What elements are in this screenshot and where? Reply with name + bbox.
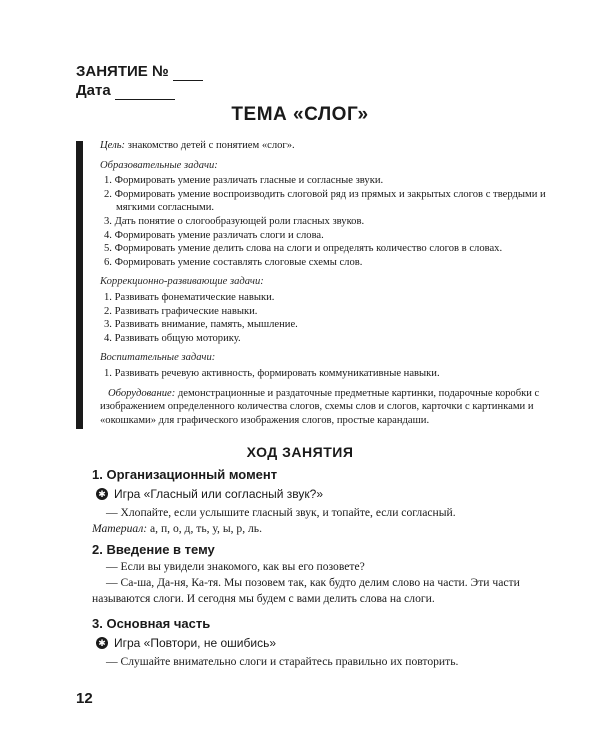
material-label: Материал: xyxy=(92,522,148,535)
list-item: 5. Формировать умение делить слова на слоги и определять количество слогов в словах. xyxy=(104,243,503,255)
course-heading: ХОД ЗАНЯТИЯ xyxy=(246,444,354,460)
list-item: 6. Формировать умение составлять слоговые схемы слов. xyxy=(104,256,363,268)
instruction-text: — Слушайте внимательно слоги и старайтесь правильно их повторить. xyxy=(106,655,459,668)
upbringing-list xyxy=(100,367,576,381)
lesson-number-label: ЗАНЯТИЕ № xyxy=(76,63,169,80)
section-title: 3. Основная часть xyxy=(92,616,211,631)
game-title: Игра «Гласный или согласный звук?» xyxy=(114,487,323,501)
list-item: 1. Развивать речевую активность, формировать коммуникативные навыки. xyxy=(104,367,440,379)
lesson-goals-block xyxy=(76,135,576,427)
list-item: 1. Развивать фонематические навыки. xyxy=(104,291,275,303)
list-item: 3. Дать понятие о слогообразующей роли гласных звуков. xyxy=(104,215,365,227)
lesson-header xyxy=(76,62,203,100)
upbringing-heading: Воспитательные задачи: xyxy=(100,352,216,364)
section-title: 1. Организационный момент xyxy=(92,467,278,482)
dialogue-text: — Са-ша, Да-ня, Ка-тя. Мы позовем так, как будто делим слово на части. Эти части называются слоги. И сегодня мы будем с вами делить слова на слоги. xyxy=(92,576,520,605)
material-value: а, п, о, д, ть, у, ы, р, ль. xyxy=(147,522,262,535)
date-label: Дата xyxy=(76,82,111,99)
list-item: 4. Развивать общую моторику. xyxy=(104,332,241,344)
game-heading xyxy=(96,486,544,502)
correctional-heading: Коррекционно-развивающие задачи: xyxy=(100,276,264,288)
star-badge-icon: ✱ xyxy=(96,488,108,500)
lesson-course xyxy=(92,466,544,670)
instruction-text: — Хлопайте, если услышите гласный звук, и топайте, если согласный. xyxy=(106,506,456,519)
correctional-list xyxy=(100,291,576,345)
game-heading xyxy=(96,635,544,651)
list-item: 2. Развивать графические навыки. xyxy=(104,305,258,317)
list-item: 4. Формировать умение различать слоги и слова. xyxy=(104,229,324,241)
goal-text: знакомство детей с понятием «слог». xyxy=(125,140,295,151)
equipment-label: Оборудование: xyxy=(108,387,176,399)
game-title: Игра «Повтори, не ошибись» xyxy=(114,636,276,650)
section-title: 2. Введение в тему xyxy=(92,542,215,557)
material-text xyxy=(92,521,544,537)
side-bar-decoration xyxy=(76,141,83,429)
star-badge-icon: ✱ xyxy=(96,637,108,649)
list-item: 2. Формировать умение воспроизводить слоговой ряд из прямых и закрытых слогов с твердыми и мягкими согласными. xyxy=(104,188,546,214)
page-title: ТЕМА «СЛОГ» xyxy=(231,104,369,125)
list-item: 1. Формировать умение различать гласные и согласные звуки. xyxy=(104,175,384,187)
lesson-number-blank xyxy=(173,66,203,81)
dialogue-text: — Если вы увидели знакомого, как вы его позовете? xyxy=(106,560,365,573)
date-blank xyxy=(115,85,175,100)
goal-paragraph xyxy=(100,139,576,153)
equipment-paragraph xyxy=(100,387,576,428)
page-number: 12 xyxy=(76,690,93,707)
educational-list xyxy=(100,174,576,269)
goal-label: Цель: xyxy=(100,140,126,151)
list-item: 3. Развивать внимание, память, мышление. xyxy=(104,319,298,331)
equipment-text: демонстрационные и раздаточные предметные картинки, подарочные коробки с изображением определенного количества слогов, схемы слов и слогов, карточки с картинками и «окошками» для графического изображения слогов, простые карандаши. xyxy=(100,387,540,426)
educational-heading: Образовательные задачи: xyxy=(100,159,218,171)
